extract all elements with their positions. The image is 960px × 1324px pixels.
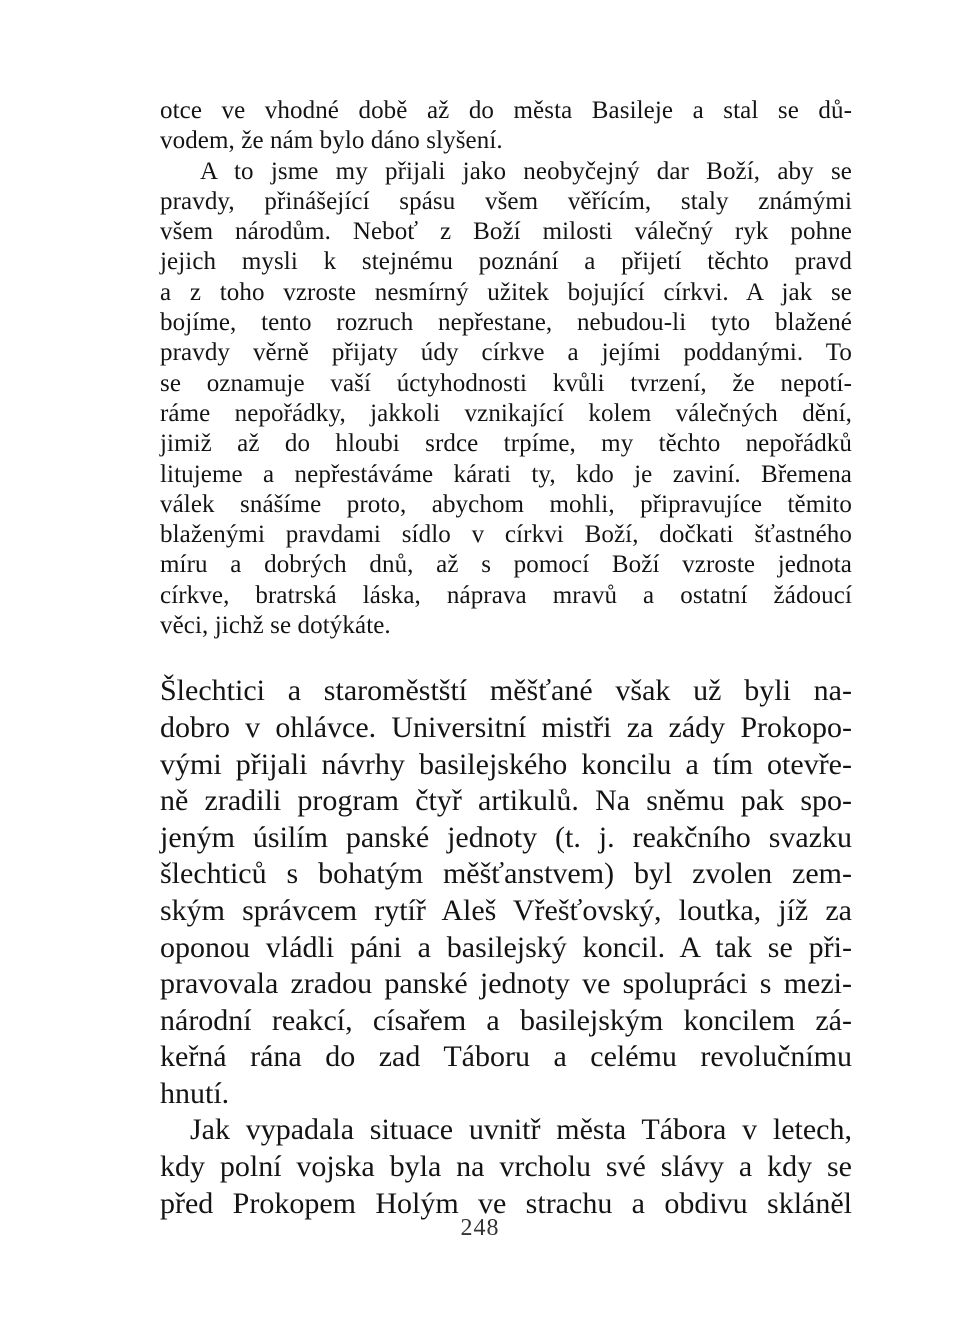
quote-line: A to jsme my přijali jako neobyčejný dar Boží, aby se [200, 157, 852, 185]
body-line: před Prokopem Holým ve strachu a obdivu skláněl [160, 1186, 852, 1220]
body-line: hnutí. [160, 1076, 230, 1110]
quote-line: válek snášíme proto, abychom mohli, připravujíce těmito [160, 490, 852, 518]
quote-line: litujeme a nepřestáváme kárati ty, kdo je zaviní. Břemena [160, 460, 852, 488]
quote-line: ráme nepořádky, jakkoli vznikající kolem válečných dění, [160, 399, 852, 427]
body-line: dobro v ohlávce. Universitní mistři za zády Prokopo- [160, 710, 852, 744]
body-line: oponou vládli páni a basilejský koncil. A tak se při- [160, 930, 852, 964]
body-line: jeným úsilím panské jednoty (t. j. reakčního svazku [160, 820, 852, 854]
body-line: Jak vypadala situace uvnitř města Tábora v letech, [190, 1113, 852, 1147]
quote-line: se oznamuje vaší úctyhodnosti kvůli tvrzení, že nepotí- [160, 369, 852, 397]
quote-line: všem národům. Neboť z Boží milosti válečný ryk pohne [160, 218, 852, 246]
main-body-text [160, 673, 852, 1222]
quote-line: pravdy, přinášející spásu všem věřícím, staly známými [160, 187, 852, 215]
body-line: národní reakcí, císařem a basilejským koncilem zá- [160, 1003, 852, 1037]
body-line: kdy polní vojska byla na vrcholu své slávy a kdy se [160, 1150, 852, 1184]
quote-line: věci, jichž se dotýkáte. [160, 612, 391, 640]
quote-line: a z toho vzroste nesmírný užitek bojující církvi. A jak se [160, 278, 852, 306]
quote-line: míru a dobrých dnů, až s pomocí Boží vzroste jednota [160, 551, 852, 579]
body-line: keřná rána do zad Táboru a celému revolučnímu [160, 1040, 852, 1074]
quoted-letter-text [160, 96, 852, 641]
quote-line: bojíme, tento rozruch nepřestane, nebudou-li tyto blažené [160, 309, 852, 337]
page-number: 248 [460, 1215, 500, 1241]
quote-line: jejich mysli k stejnému poznání a přijetí těchto pravd [160, 248, 852, 276]
body-line: pravovala zradou panské jednoty ve spolupráci s mezi- [160, 967, 852, 1001]
quote-line: jimiž až do hloubi srdce trpíme, my těchto nepořádků [160, 430, 852, 458]
quote-line: otce ve vhodné době až do města Basileje a stal se dů- [160, 97, 852, 124]
book-page [160, 96, 852, 1222]
body-line: vými přijali návrhy basilejského koncilu a tím otevře- [160, 747, 852, 781]
quote-line: blaženými pravdami sídlo v církvi Boží, dočkati šťastného [160, 521, 852, 549]
quote-line: pravdy věrně přijaty údy církve a jejími poddanými. To [160, 339, 852, 367]
body-line: ně zradili program čtyř artikulů. Na sněmu pak spo- [160, 784, 852, 818]
body-line: Šlechtici a staroměstští měšťané však už byli na- [160, 674, 852, 708]
quote-line: církve, bratrská láska, náprava mravů a ostatní žádoucí [160, 581, 852, 609]
quote-line: vodem, že nám bylo dáno slyšení. [160, 127, 503, 155]
body-line: šlechticů s bohatým měšťanstvem) byl zvolen zem- [160, 857, 852, 891]
body-line: ským správcem rytíř Aleš Vřešťovský, loutka, jíž za [160, 893, 852, 927]
